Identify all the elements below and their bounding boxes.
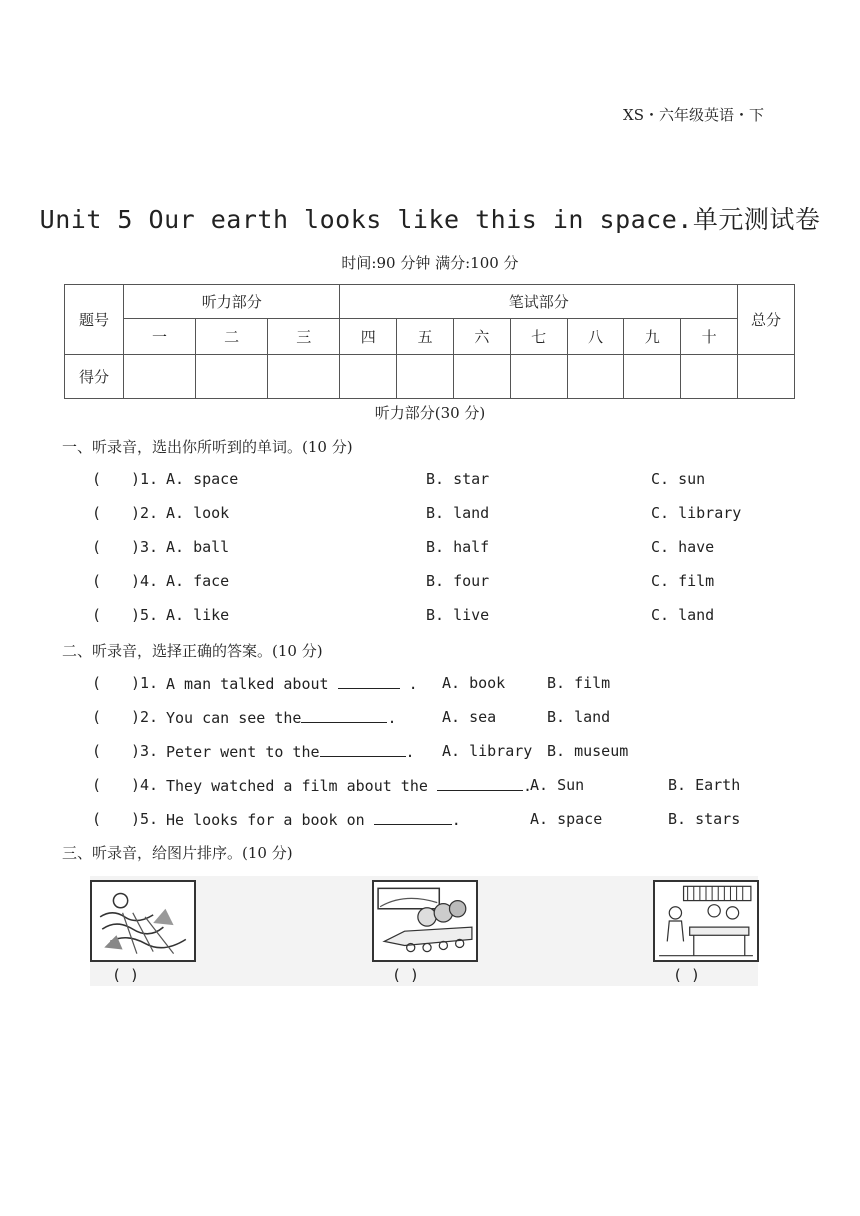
score-cell[interactable] — [567, 355, 624, 399]
answer-blank[interactable] — [338, 674, 400, 689]
listening-header: 听力部分 — [124, 285, 340, 319]
question-text: Peter went to the — [166, 743, 320, 761]
answer-paren[interactable]: ( — [92, 470, 102, 488]
score-cell[interactable] — [397, 355, 454, 399]
score-cell[interactable] — [681, 355, 738, 399]
score-table — [64, 284, 795, 399]
option-a: A. look — [166, 504, 230, 522]
listening-section-title: 听力部分(30 分) — [374, 404, 486, 422]
question-text: He looks for a book on — [166, 811, 374, 829]
picture-order-blank[interactable]: ( ) — [112, 966, 140, 984]
picture-order-blank[interactable]: ( ) — [392, 966, 420, 984]
answer-paren[interactable]: ( — [92, 742, 102, 760]
answer-blank[interactable] — [437, 776, 523, 791]
question-end: . — [522, 777, 532, 795]
answer-paren[interactable]: ( — [92, 674, 102, 692]
part-number: 六 — [453, 319, 510, 355]
answer-paren[interactable]: ( — [92, 572, 102, 590]
question-end: . — [405, 743, 415, 761]
answer-paren[interactable]: ( — [92, 810, 102, 828]
part-number: 四 — [340, 319, 397, 355]
option-b: B. live — [426, 606, 490, 624]
question-number: )1. — [131, 470, 159, 488]
option-b: B. star — [426, 470, 490, 488]
question-end: . — [399, 675, 418, 693]
picture-library — [653, 880, 759, 962]
answer-paren[interactable]: ( — [92, 708, 102, 726]
option-c: C. library — [651, 504, 742, 522]
score-cell[interactable] — [340, 355, 397, 399]
part2-heading: 二、听录音，选择正确的答案。(10 分) — [62, 642, 323, 660]
option-a: A. sea — [442, 708, 497, 726]
part-number: 八 — [567, 319, 624, 355]
question-number: )3. — [131, 742, 159, 760]
col-label: 题号 — [65, 285, 124, 355]
part-number: 五 — [397, 319, 454, 355]
header-tag: XS・六年级英语・下 — [623, 106, 764, 124]
part-number: 二 — [196, 319, 268, 355]
page-title: Unit 5 Our earth looks like this in space.单元测试卷 — [39, 205, 821, 234]
written-header: 笔试部分 — [340, 285, 738, 319]
score-row-label: 得分 — [65, 355, 124, 399]
option-a: A. book — [442, 674, 506, 692]
answer-paren[interactable]: ( — [92, 776, 102, 794]
option-a: A. space — [166, 470, 239, 488]
option-c: C. land — [651, 606, 715, 624]
question-number: )2. — [131, 708, 159, 726]
question-number: )1. — [131, 674, 159, 692]
option-b: B. four — [426, 572, 490, 590]
option-b: B. land — [547, 708, 611, 726]
option-a: A. space — [530, 810, 603, 828]
total-header: 总分 — [738, 285, 795, 355]
answer-paren[interactable]: ( — [92, 538, 102, 556]
question-text: A man talked about — [166, 675, 338, 693]
option-a: A. library — [442, 742, 533, 760]
question-number: )2. — [131, 504, 159, 522]
answer-blank[interactable] — [301, 708, 387, 723]
question-number: )5. — [131, 606, 159, 624]
option-b: B. film — [547, 674, 611, 692]
part-number: 十 — [681, 319, 738, 355]
option-a: A. face — [166, 572, 230, 590]
part-number: 三 — [268, 319, 340, 355]
question-end: . — [387, 709, 397, 727]
part-number: 九 — [624, 319, 681, 355]
question-text: They watched a film about the — [166, 777, 437, 795]
part-number: 一 — [124, 319, 196, 355]
picture-landscape — [90, 880, 196, 962]
option-a: A. Sun — [530, 776, 585, 794]
picture-order-blank[interactable]: ( ) — [673, 966, 701, 984]
answer-paren[interactable]: ( — [92, 504, 102, 522]
question-end: . — [451, 811, 461, 829]
option-b: B. half — [426, 538, 490, 556]
question-number: )3. — [131, 538, 159, 556]
option-b: B. museum — [547, 742, 629, 760]
score-cell[interactable] — [738, 355, 795, 399]
part-number: 七 — [510, 319, 567, 355]
score-cell[interactable] — [510, 355, 567, 399]
question-number: )4. — [131, 572, 159, 590]
answer-paren[interactable]: ( — [92, 606, 102, 624]
picture-cinema — [372, 880, 478, 962]
answer-blank[interactable] — [374, 810, 452, 825]
option-c: C. film — [651, 572, 715, 590]
score-cell[interactable] — [453, 355, 510, 399]
option-b: B. land — [426, 504, 490, 522]
option-b: B. stars — [668, 810, 741, 828]
score-cell[interactable] — [268, 355, 340, 399]
question-number: )4. — [131, 776, 159, 794]
score-cell[interactable] — [196, 355, 268, 399]
exam-info: 时间:90 分钟 满分:100 分 — [341, 254, 519, 272]
score-cell[interactable] — [624, 355, 681, 399]
question-text: You can see the — [166, 709, 302, 727]
question-number: )5. — [131, 810, 159, 828]
part1-heading: 一、听录音，选出你所听到的单词。(10 分) — [62, 438, 353, 456]
option-c: C. have — [651, 538, 715, 556]
option-c: C. sun — [651, 470, 706, 488]
option-b: B. Earth — [668, 776, 741, 794]
answer-blank[interactable] — [320, 742, 406, 757]
part3-heading: 三、听录音，给图片排序。(10 分) — [62, 844, 293, 862]
option-a: A. like — [166, 606, 230, 624]
option-a: A. ball — [166, 538, 230, 556]
score-cell[interactable] — [124, 355, 196, 399]
